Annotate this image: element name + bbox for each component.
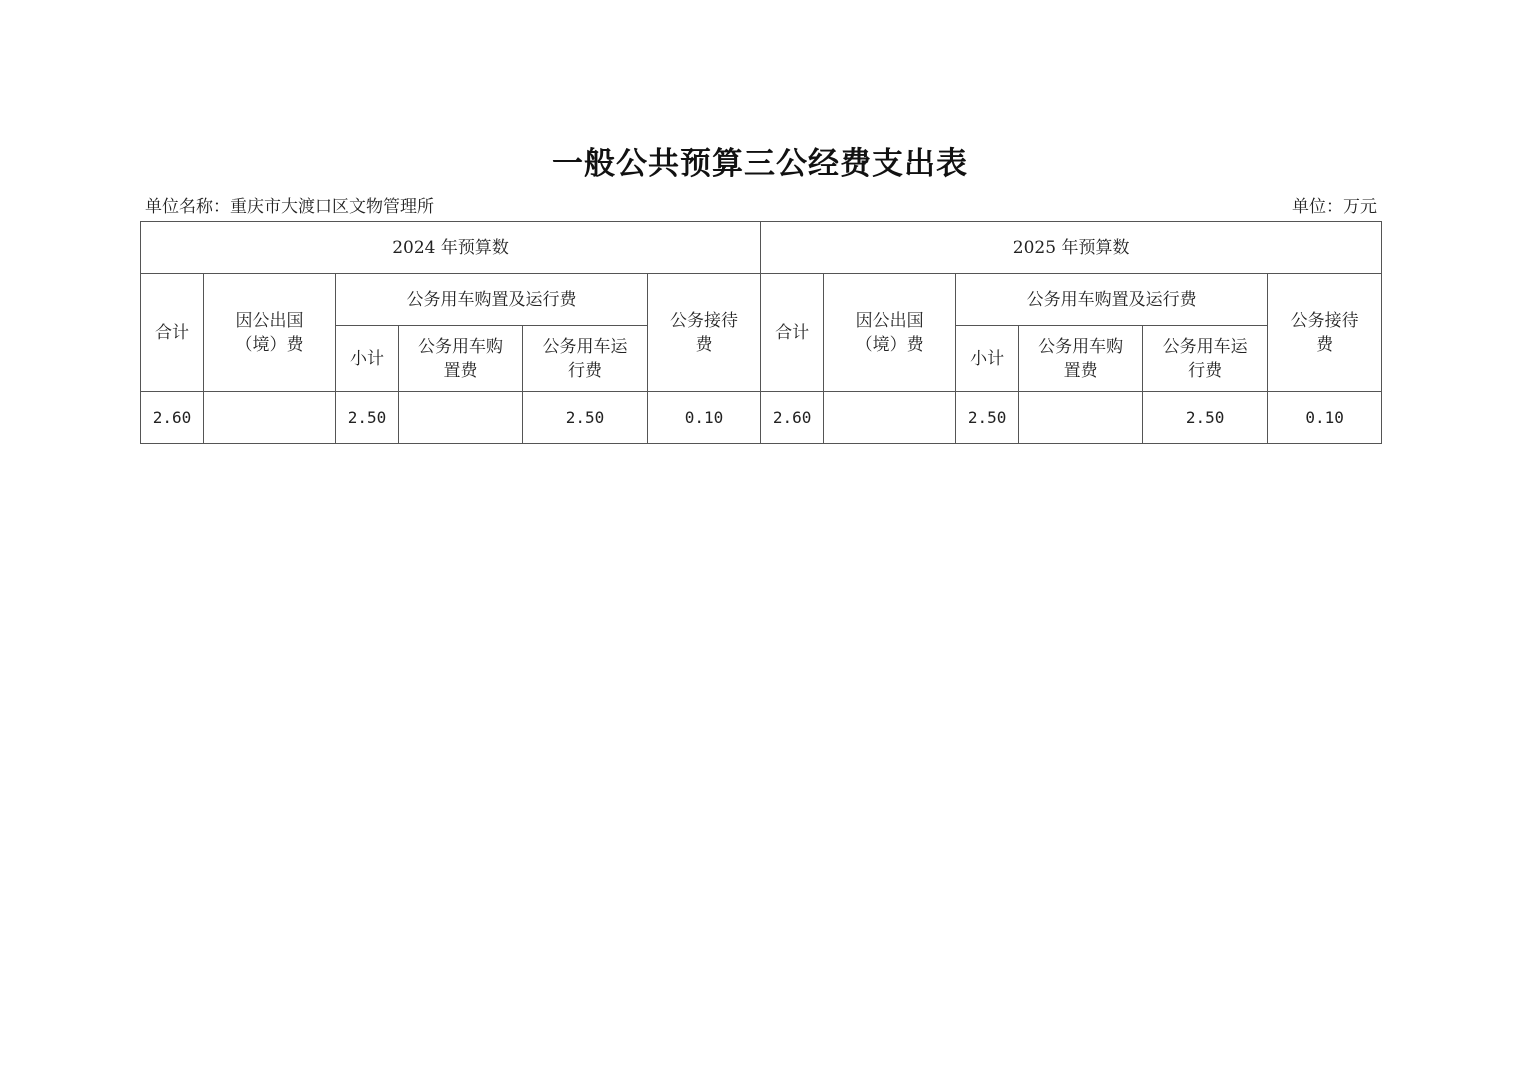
header-total-label: 合计 bbox=[155, 322, 189, 343]
header-vehicle-group-label: 公务用车购置及运行费 bbox=[406, 289, 577, 310]
header-reception-2024 bbox=[648, 274, 761, 392]
column-header-row bbox=[141, 274, 1382, 326]
header-total-2025 bbox=[761, 274, 824, 392]
header-vehicle-purchase-2025 bbox=[1019, 326, 1143, 392]
year-header-2024 bbox=[141, 222, 761, 274]
header-subtotal-label: 小计 bbox=[350, 348, 384, 369]
year-header-row bbox=[141, 222, 1382, 274]
header-vehicle-operation-2025 bbox=[1143, 326, 1268, 392]
header-vehicle-operation-label: 公务用车运行费 bbox=[1162, 336, 1248, 381]
table-row bbox=[141, 392, 1382, 444]
cell-overseas-2024 bbox=[204, 392, 336, 444]
header-overseas-label: 因公出国（境）费 bbox=[235, 310, 304, 355]
year-header-2024-label: 2024 年预算数 bbox=[392, 237, 509, 258]
cell-vehicle-purchase-2025 bbox=[1019, 392, 1143, 444]
header-subtotal-label: 小计 bbox=[970, 348, 1005, 369]
header-vehicle-group-label: 公务用车购置及运行费 bbox=[1026, 289, 1197, 310]
header-vehicle-group-2025 bbox=[956, 274, 1268, 326]
cell-subtotal-2025: 2.50 bbox=[956, 392, 1019, 444]
cell-overseas-2025 bbox=[824, 392, 956, 444]
header-vehicle-purchase-label: 公务用车购置费 bbox=[1038, 336, 1124, 381]
cell-vehicle-operation-2025: 2.50 bbox=[1143, 392, 1268, 444]
header-overseas-2025 bbox=[824, 274, 956, 392]
cell-total-2025: 2.60 bbox=[761, 392, 824, 444]
page-title: 一般公共预算三公经费支出表 bbox=[552, 146, 968, 182]
unit-name-label: 单位名称：重庆市大渡口区文物管理所 bbox=[145, 197, 434, 217]
header-reception-label: 公务接待费 bbox=[1290, 310, 1359, 355]
meta-row bbox=[145, 192, 1377, 218]
unit-label: 单位：万元 bbox=[1292, 197, 1377, 217]
header-reception-label: 公务接待费 bbox=[670, 310, 739, 355]
cell-total-2024: 2.60 bbox=[141, 392, 204, 444]
cell-vehicle-operation-2024: 2.50 bbox=[523, 392, 648, 444]
header-subtotal-2024 bbox=[336, 326, 399, 392]
cell-reception-2025: 0.10 bbox=[1268, 392, 1382, 444]
header-vehicle-purchase-2024 bbox=[399, 326, 523, 392]
header-vehicle-group-2024 bbox=[336, 274, 648, 326]
cell-subtotal-2024: 2.50 bbox=[336, 392, 399, 444]
budget-table bbox=[140, 221, 1382, 444]
cell-reception-2024: 0.10 bbox=[648, 392, 761, 444]
year-header-2025 bbox=[761, 222, 1382, 274]
header-reception-2025 bbox=[1268, 274, 1382, 392]
header-vehicle-operation-label: 公务用车运行费 bbox=[542, 336, 628, 381]
header-vehicle-purchase-label: 公务用车购置费 bbox=[418, 336, 503, 381]
header-subtotal-2025 bbox=[956, 326, 1019, 392]
header-total-label: 合计 bbox=[775, 322, 810, 343]
header-vehicle-operation-2024 bbox=[523, 326, 648, 392]
year-header-2025-label: 2025 年预算数 bbox=[1012, 237, 1130, 258]
cell-vehicle-purchase-2024 bbox=[399, 392, 523, 444]
header-total-2024 bbox=[141, 274, 204, 392]
header-overseas-2024 bbox=[204, 274, 336, 392]
header-overseas-label: 因公出国（境）费 bbox=[855, 310, 924, 355]
